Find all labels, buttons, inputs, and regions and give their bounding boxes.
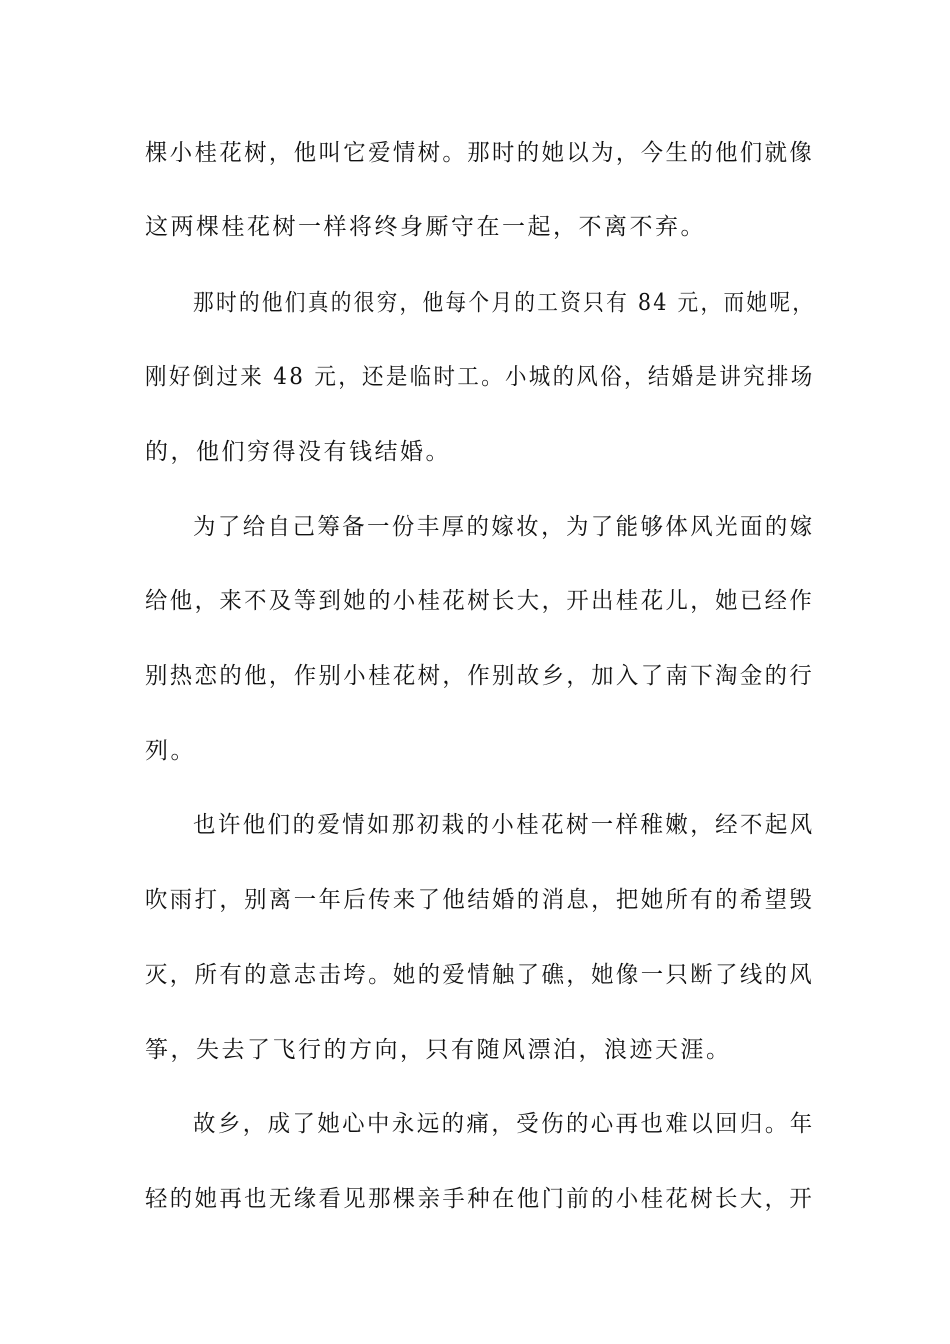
- text-line: 吹雨打，别离一年后传来了他结婚的消息，把她所有的希望毁: [145, 887, 815, 913]
- text-line: 的，他们穷得没有钱结婚。: [145, 439, 451, 465]
- paragraph-start-line: 为了给自己筹备一份丰厚的嫁妆，为了能够体风光面的嫁: [193, 514, 815, 540]
- text-line: 筝，失去了飞行的方向，只有随风漂泊，浪迹天涯。: [145, 1037, 732, 1063]
- paragraph-start-line: 那时的他们真的很穷，他每个月的工资只有 84 元，而她呢，: [193, 290, 816, 316]
- text-line: 给他，来不及等到她的小桂花树长大，开出桂花儿，她已经作: [145, 588, 815, 614]
- paragraph-start-line: 故乡，成了她心中永远的痛，受伤的心再也难以回归。年: [193, 1111, 815, 1137]
- paragraph-start-line: 也许他们的爱情如那初栽的小桂花树一样稚嫩，经不起风: [193, 812, 815, 838]
- text-line: 刚好倒过来 48 元，还是临时工。小城的风俗，结婚是讲究排场: [145, 364, 815, 390]
- text-line: 轻的她再也无缘看见那棵亲手种在他门前的小桂花树长大，开: [145, 1186, 815, 1212]
- text-line: 棵小桂花树，他叫它爱情树。那时的她以为，今生的他们就像: [145, 140, 815, 166]
- text-line: 别热恋的他，作别小桂花树，作别故乡，加入了南下淘金的行: [145, 663, 815, 689]
- text-line: 这两棵桂花树一样将终身厮守在一起，不离不弃。: [145, 214, 706, 240]
- text-line: 列。: [145, 738, 196, 764]
- text-line: 灭，所有的意志击垮。她的爱情触了礁，她像一只断了线的风: [145, 962, 815, 988]
